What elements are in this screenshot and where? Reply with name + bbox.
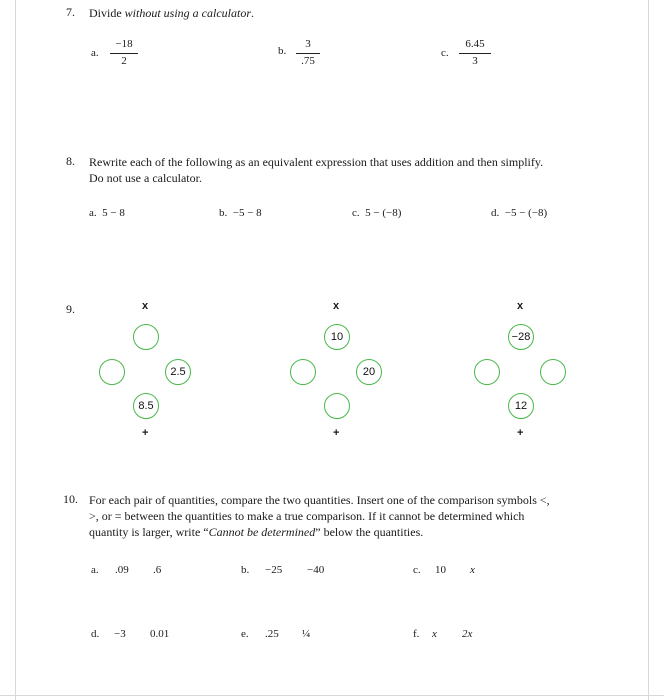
denominator: .75: [301, 55, 315, 67]
expression: 5 − 8: [102, 207, 125, 219]
page-bottom-border: [0, 695, 664, 696]
numerator: 3: [305, 38, 311, 50]
right-quantity: x: [470, 564, 475, 576]
fraction-bar: [110, 53, 138, 54]
part-label: c.: [413, 564, 421, 576]
prompt-emphasis: without using a calculator: [124, 6, 252, 20]
right-quantity: 0.01: [150, 628, 170, 640]
part-label: c.: [441, 47, 449, 59]
question-prompt-line-3: [89, 524, 423, 540]
question-prompt-line-2: >, or = between the quantities to make a true comparison. If it cannot be determined which: [89, 509, 525, 523]
page-left-border: [15, 0, 16, 700]
bottom-circle[interactable]: [324, 393, 350, 419]
plus-symbol: +: [142, 427, 149, 439]
page-right-border: [648, 0, 649, 700]
part-label: a.: [89, 207, 97, 219]
right-circle[interactable]: [540, 359, 566, 385]
denominator: 2: [121, 55, 127, 67]
question-number: 7.: [66, 5, 75, 19]
times-symbol: x: [517, 300, 524, 312]
bottom-circle[interactable]: 12: [508, 393, 534, 419]
left-quantity: 10: [435, 564, 446, 576]
left-quantity: −25: [265, 564, 283, 576]
expression: −5 − (−8): [504, 207, 548, 219]
left-circle[interactable]: [290, 359, 316, 385]
plus-symbol: +: [517, 427, 524, 439]
prompt-text: quantity is larger, write “: [89, 525, 209, 539]
top-circle[interactable]: −28: [508, 324, 534, 350]
question-prompt-line-1: For each pair of quantities, compare the two quantities. Insert one of the comparison symbols <,: [89, 493, 550, 507]
numerator: −18: [115, 38, 133, 50]
top-circle[interactable]: [133, 324, 159, 350]
fraction-a: [110, 38, 138, 68]
expression: −5 − 8: [232, 207, 262, 219]
left-circle[interactable]: [474, 359, 500, 385]
question-prompt-line-1: Rewrite each of the following as an equivalent expression that uses addition and then simplify.: [89, 155, 544, 169]
fraction-bar: [296, 53, 320, 54]
left-circle[interactable]: [99, 359, 125, 385]
right-quantity: ¼: [302, 628, 311, 640]
fraction-b: [296, 38, 320, 68]
right-quantity: .6: [153, 564, 162, 576]
right-quantity: 2x: [462, 628, 473, 640]
numerator: 6.45: [465, 38, 485, 50]
prompt-text-end: .: [251, 6, 255, 20]
right-quantity: −40: [307, 564, 325, 576]
question-number: 8.: [66, 154, 75, 168]
part-label: f.: [413, 628, 420, 640]
part-c: [352, 207, 401, 219]
prompt-text-end: ” below the quantities.: [315, 525, 424, 539]
left-quantity: .25: [265, 628, 279, 640]
left-quantity: x: [432, 628, 437, 640]
left-quantity: −3: [114, 628, 126, 640]
part-label: e.: [241, 628, 249, 640]
question-number: 9.: [66, 302, 75, 316]
question-number: 10.: [63, 492, 78, 506]
part-label: d.: [491, 207, 500, 219]
expression: 5 − (−8): [365, 207, 402, 219]
fraction-c: [459, 38, 491, 68]
plus-symbol: +: [333, 427, 340, 439]
part-b: [219, 207, 262, 219]
right-circle[interactable]: 2.5: [165, 359, 191, 385]
part-label: c.: [352, 207, 360, 219]
prompt-text: Divide: [89, 6, 125, 20]
times-symbol: x: [142, 300, 149, 312]
part-a: [89, 207, 125, 219]
question-prompt-line-2: Do not use a calculator.: [89, 171, 202, 185]
part-label: b.: [219, 207, 228, 219]
bottom-circle[interactable]: 8.5: [133, 393, 159, 419]
top-circle[interactable]: 10: [324, 324, 350, 350]
right-circle[interactable]: 20: [356, 359, 382, 385]
denominator: 3: [472, 55, 478, 67]
question-prompt: [89, 5, 254, 21]
left-quantity: .09: [115, 564, 129, 576]
prompt-emphasis: Cannot be determined: [208, 525, 316, 539]
part-label: a.: [91, 564, 99, 576]
part-label: d.: [91, 628, 100, 640]
part-label: a.: [91, 47, 99, 59]
part-label: b.: [278, 45, 287, 57]
part-d: [491, 207, 547, 219]
fraction-bar: [459, 53, 491, 54]
times-symbol: x: [333, 300, 340, 312]
part-label: b.: [241, 564, 250, 576]
